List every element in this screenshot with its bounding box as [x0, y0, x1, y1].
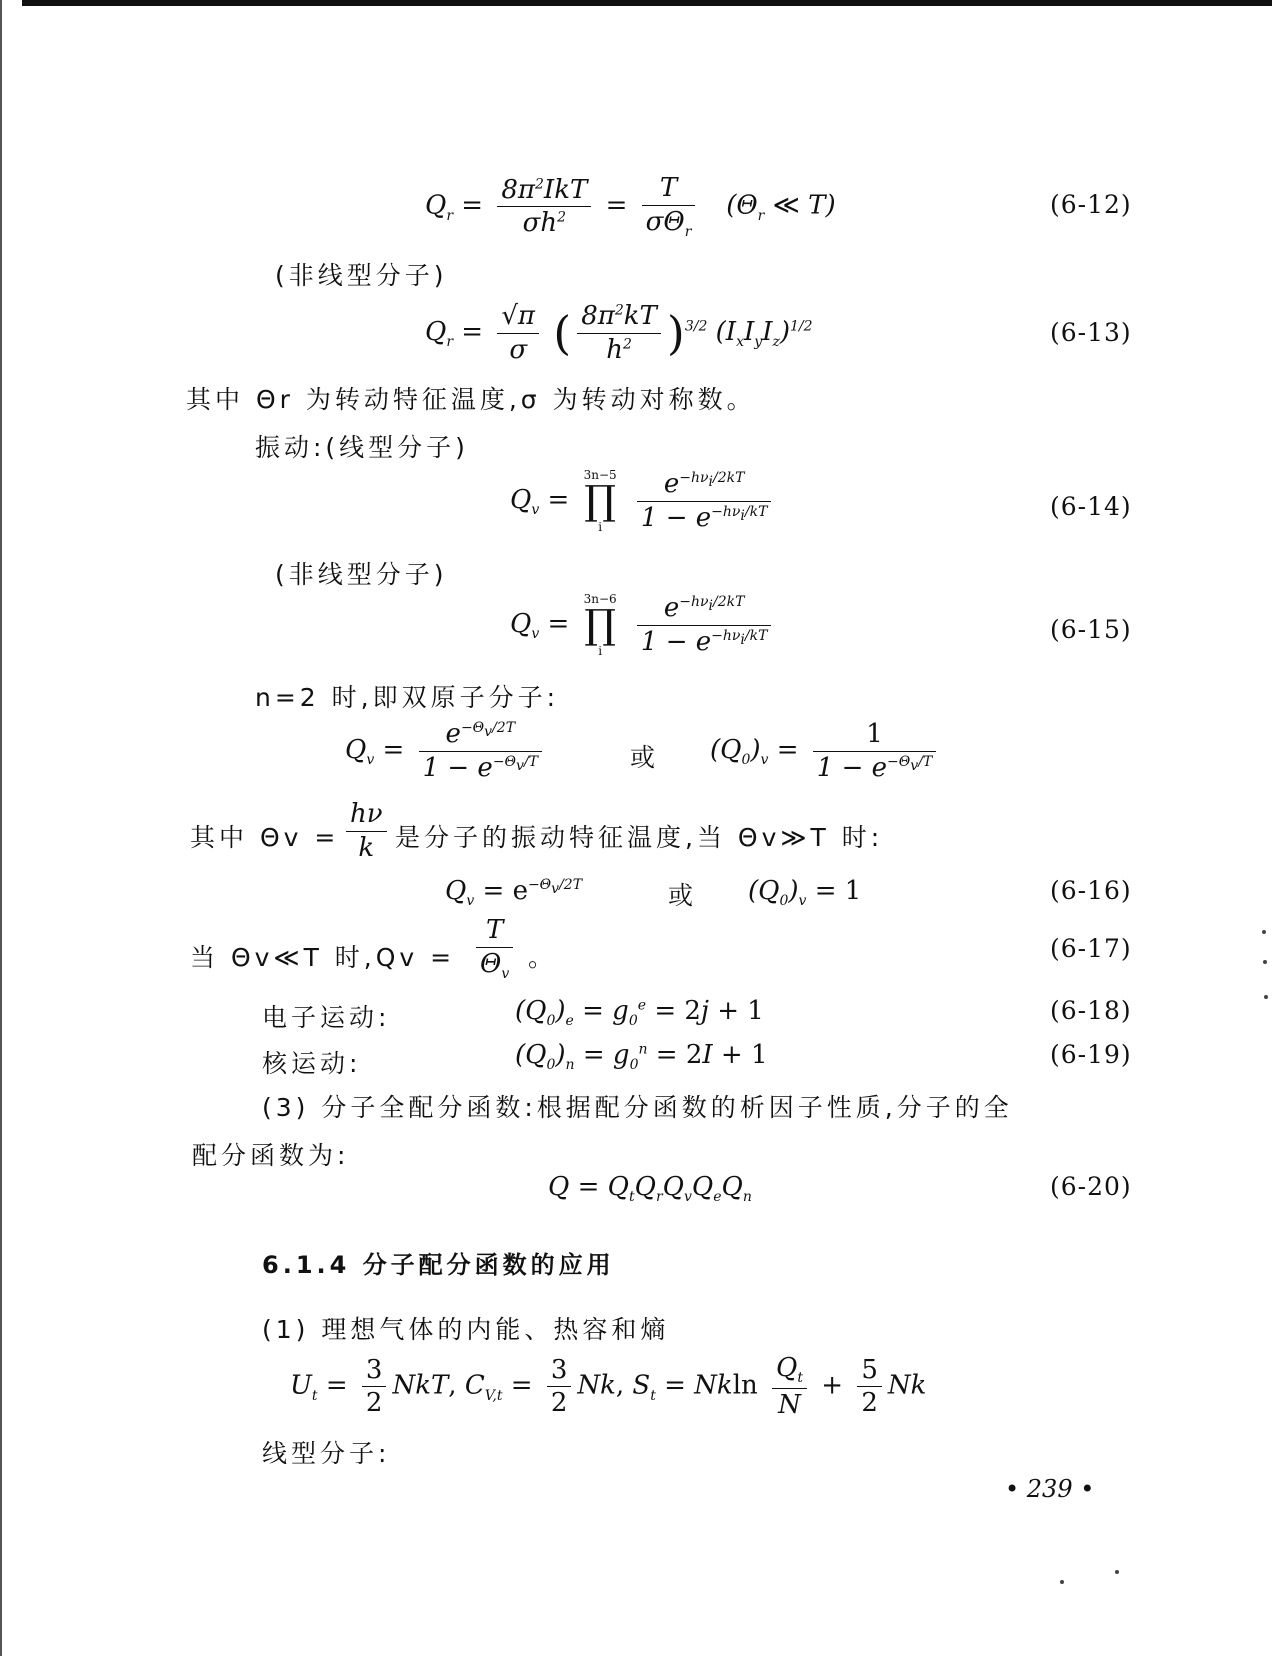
- equation-number: (6-18): [1050, 996, 1132, 1025]
- total-partition-line-2: 配分函数为:: [192, 1141, 350, 1170]
- equation-number: (6-19): [1050, 1040, 1132, 1069]
- nuclear-label: 核运动:: [262, 1049, 362, 1078]
- when-low-temp: 当 Θv≪T 时,Qv =: [190, 943, 456, 972]
- page-edge: [0, 0, 2, 1656]
- equation-6-13: $Q_r$ = $\frac{√\pi}{\sigma}$ ( $\frac{8\pi^2kT}{h^2}$ )$^{3/2}$ $(I_xI_yI_z)^{1/2}$: [425, 301, 813, 365]
- or-word: 或: [668, 881, 698, 910]
- equation-number: (6-16): [1050, 876, 1132, 905]
- equation-6-20: $Q = Q_tQ_rQ_vQ_eQ_n$: [548, 1172, 752, 1206]
- equation-6-12: $Q_r$ = $\frac{8\pi^2IkT}{\sigma h^2}$ = $\frac{T}{\sigma\Theta_r}$ ($\Theta_r$ ≪ T): [425, 173, 836, 240]
- scan-speck: [1264, 995, 1268, 999]
- equation-number: (6-17): [1050, 934, 1132, 963]
- theta-v-fraction: $\frac{h\nu}{k}$: [340, 798, 393, 864]
- nonlinear-label: (非线型分子): [275, 560, 448, 589]
- equation-diatomic: $Q_v$ = $\frac{e^{-\Theta_v/2T}}{1 - e^{-\Theta_v/T}}$: [345, 718, 548, 784]
- equation-number: (6-13): [1050, 318, 1132, 347]
- equation-number: (6-14): [1050, 492, 1132, 521]
- theta-r-note: 其中 Θr 为转动特征温度,σ 为转动对称数。: [186, 385, 756, 414]
- equation-6-19: $(Q_0)_n = g_0^n = 2I + 1$: [515, 1040, 768, 1074]
- period: 。: [528, 943, 558, 972]
- scan-speck: [1263, 960, 1267, 964]
- scan-speck: [1115, 1570, 1119, 1574]
- ideal-gas-heading: (1) 理想气体的内能、热容和熵: [262, 1315, 670, 1344]
- equation-6-18: $(Q_0)_e = g_0^e = 2j + 1$: [515, 996, 764, 1030]
- equation-6-14: $Q_v$ = 3n−5 ∏ i $\frac{e^{-h\nu_i/2kT}}{1 - e^{-h\nu_i/kT}}$: [510, 468, 777, 534]
- electronic-label: 电子运动:: [262, 1003, 391, 1032]
- equation-number: (6-20): [1050, 1172, 1132, 1201]
- equation-number: (6-15): [1050, 615, 1132, 644]
- theta-v-post: 是分子的振动特征温度,当 Θv≫T 时:: [395, 823, 884, 852]
- top-rule: [22, 0, 1272, 6]
- equation-6-17-fraction: $\frac{T}{\Theta_v}$: [470, 914, 519, 983]
- total-partition-line-1: (3) 分子全配分函数:根据配分函数的析因子性质,分子的全: [262, 1093, 1013, 1122]
- equation-6-16-ground: $(Q_0)_v = 1$: [748, 876, 862, 910]
- equation-6-16: $Q_v = e^{-\Theta_v/2T}$: [445, 876, 583, 910]
- equation-number: (6-12): [1050, 190, 1132, 219]
- diatomic-label: n=2 时,即双原子分子:: [255, 683, 560, 712]
- page-number: • 239 •: [1005, 1475, 1095, 1503]
- vibration-linear-label: 振动:(线型分子): [255, 433, 469, 462]
- nonlinear-label: (非线型分子): [275, 261, 448, 290]
- linear-molecule-label: 线型分子:: [262, 1439, 391, 1468]
- equation-diatomic-ground: $(Q_0)_v$ = $\frac{1}{1 - e^{-\Theta_v/T}}$: [710, 718, 942, 784]
- scan-speck: [1262, 930, 1266, 934]
- or-word: 或: [630, 743, 660, 772]
- section-heading: 6.1.4 分子配分函数的应用: [262, 1251, 615, 1279]
- equation-6-15: $Q_v$ = 3n−6 ∏ i $\frac{e^{-h\nu_i/2kT}}{1 - e^{-h\nu_i/kT}}$: [510, 592, 777, 658]
- translational-formulas: $U_t$ = $\frac{3}{2}$ NkT, $C_{V,t}$ = $\frac{3}{2}$ Nk, $S_t = Nkln$ $\frac{Q_t}{N}$ + $\frac{5}{2}$ Nk: [290, 1353, 927, 1420]
- theta-v-pre: 其中 Θv =: [190, 823, 340, 852]
- scan-speck: [1060, 1580, 1064, 1584]
